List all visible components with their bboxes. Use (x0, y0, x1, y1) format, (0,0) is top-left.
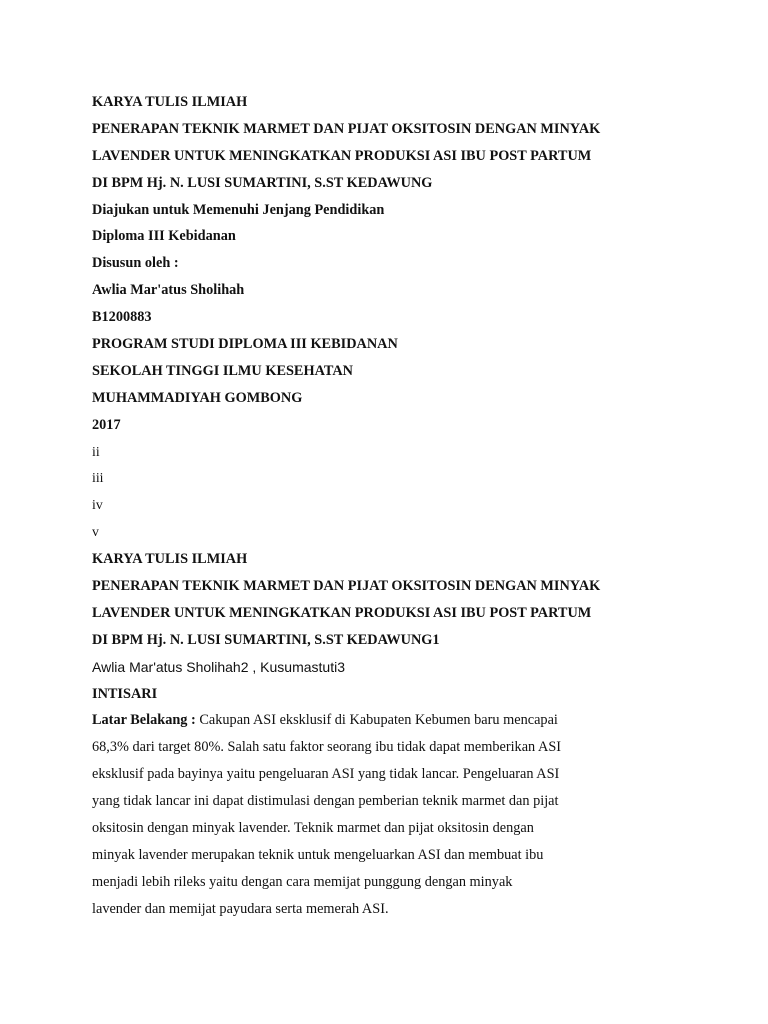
page-number-iii: iii (92, 470, 104, 486)
page-number-ii: ii (92, 443, 100, 459)
cover-institution-line-2: SEKOLAH TINGGI ILMU KESEHATAN (92, 362, 353, 379)
cover-document-type: KARYA TULIS ILMIAH (92, 94, 248, 110)
cover-title-line-1: PENERAPAN TEKNIK MARMET DAN PIJAT OKSITOSIN DENGAN MINYAK (92, 120, 601, 137)
abstract-background-line-6: minyak lavender merupakan teknik untuk mengeluarkan ASI dan membuat ibu (92, 846, 544, 863)
abstract-title-line-3: DI BPM Hj. N. LUSI SUMARTINI, S.ST KEDAWUNG1 (92, 631, 440, 648)
cover-title-line-2: LAVENDER UNTUK MENINGKATKAN PRODUKSI ASI IBU POST PARTUM (92, 147, 592, 164)
abstract-background-line-8: lavender dan memijat payudara serta memerah ASI. (92, 900, 389, 917)
abstract-background-line-1 (92, 707, 732, 734)
abstract-background-line-4: yang tidak lancar ini dapat distimulasi dengan pemberian teknik marmet dan pijat (92, 793, 559, 810)
cover-author-label: Disusun oleh : (92, 255, 179, 272)
abstract-background-line-2: 68,3% dari target 80%. Salah satu faktor seorang ibu tidak dapat memberikan ASI (92, 739, 562, 756)
abstract-background-line-3: eksklusif pada bayinya yaitu pengeluaran ASI yang tidak lancar. Pengeluaran ASI (92, 766, 560, 783)
cover-institution-line-3: MUHAMMADIYAH GOMBONG (92, 389, 303, 406)
abstract-background-line-5: oksitosin dengan minyak lavender. Teknik marmet dan pijat oksitosin dengan (92, 820, 534, 837)
abstract-title-line-1: PENERAPAN TEKNIK MARMET DAN PIJAT OKSITOSIN DENGAN MINYAK (92, 578, 601, 595)
cover-purpose-line-2: Diploma III Kebidanan (92, 228, 236, 245)
abstract-heading: INTISARI (92, 685, 158, 702)
abstract-title-line-2: LAVENDER UNTUK MENINGKATKAN PRODUKSI ASI IBU POST PARTUM (92, 604, 592, 621)
page-number-iv: iv (92, 497, 103, 513)
cover-institution-line-1: PROGRAM STUDI DIPLOMA III KEBIDANAN (92, 336, 398, 353)
background-label: Latar Belakang : (92, 712, 196, 729)
page-number-v: v (92, 524, 99, 540)
cover-author-name: Awlia Mar'atus Sholihah (92, 282, 245, 299)
background-text-1: Cakupan ASI eksklusif di Kabupaten Kebumen baru mencapai (195, 712, 558, 729)
cover-purpose-line-1: Diajukan untuk Memenuhi Jenjang Pendidikan (92, 201, 385, 218)
document-page (92, 89, 732, 923)
abstract-document-type: KARYA TULIS ILMIAH (92, 551, 248, 568)
cover-title-line-3: DI BPM Hj. N. LUSI SUMARTINI, S.ST KEDAWUNG (92, 174, 433, 191)
abstract-authors: Awlia Mar'atus Sholihah2 , Kusumastuti3 (92, 658, 345, 675)
cover-student-id: B1200883 (92, 309, 152, 326)
abstract-background-line-7: menjadi lebih rileks yaitu dengan cara memijat punggung dengan minyak (92, 873, 513, 890)
cover-year: 2017 (92, 416, 121, 433)
